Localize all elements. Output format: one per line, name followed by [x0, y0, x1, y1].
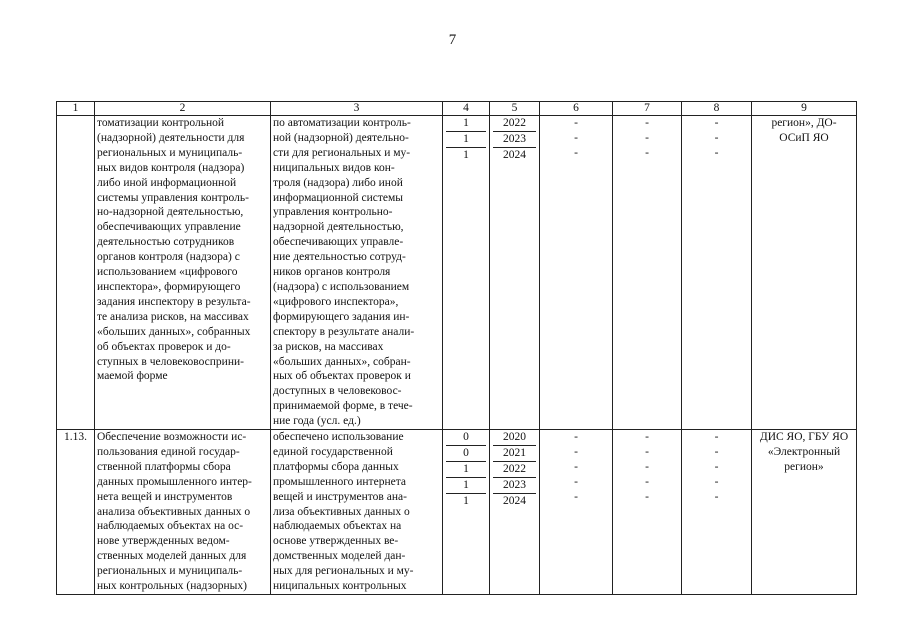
result-description-line: принимаемой форме, в тече- — [273, 400, 413, 413]
funding-cell-7-value: - — [645, 461, 649, 474]
result-description-line: (надзора) с использованием — [273, 280, 410, 293]
result-description-line: формирующего задания ин- — [273, 310, 410, 323]
event-description-line: (надзорной) деятельности для — [97, 131, 245, 144]
year-cell-value: 2024 — [503, 495, 526, 508]
target-value-cell — [443, 116, 490, 430]
funding-cell-6-value: - — [574, 476, 578, 489]
result-description-line: обеспечивающих управле- — [273, 236, 404, 249]
result-description-line: основе утвержденных ве- — [273, 535, 399, 548]
result-description-line: доступных в человековос- — [273, 385, 402, 398]
year-cell-value: 2024 — [503, 149, 526, 161]
event-description-line: обеспечивающих управление — [97, 221, 241, 234]
funding-cell-7 — [613, 116, 682, 430]
event-description-line: ственной платформы сбора — [97, 460, 231, 473]
event-description-line: либо иной информационной — [97, 176, 237, 189]
result-description-line: вещей и инструментов ана- — [273, 490, 407, 503]
event-description-line: анализа объективных данных о — [97, 505, 251, 518]
target-value-cell-value: 1 — [446, 116, 486, 132]
event-description-line: региональных и муниципаль- — [97, 565, 243, 578]
result-description-line: надзорной деятельностью, — [273, 221, 404, 234]
responsible-executor-line: ДИС ЯО, ГБУ ЯО — [759, 431, 849, 444]
result-description-line: ных для региональных и му- — [273, 565, 414, 578]
target-value-cell-value: 1 — [463, 149, 469, 161]
funding-cell-6-value: - — [574, 446, 578, 459]
result-description-line: троля (надзора) либо иной — [273, 176, 403, 189]
funding-cell-6-value: - — [574, 461, 578, 474]
event-description-line: Обеспечение возможности ис- — [97, 431, 247, 444]
result-description-line: ниципальных контрольных — [273, 580, 407, 593]
responsible-executor — [752, 116, 857, 430]
event-description — [95, 116, 271, 430]
header-cell-6: 6 — [540, 102, 613, 116]
funding-cell-6-value: - — [574, 132, 578, 144]
result-description-line: лиза объективных данных о — [273, 505, 410, 518]
row-number — [57, 430, 95, 595]
result-description-line: «цифрового инспектора», — [273, 295, 399, 308]
responsible-executor-line: «Электронный — [767, 445, 841, 458]
funding-cell-6 — [540, 116, 613, 430]
event-description-line: системы управления контроль- — [97, 191, 249, 204]
result-description-line: промышленного интернета — [273, 475, 406, 488]
event-description-line: нета вещей и инструментов — [97, 490, 233, 503]
event-description-line: пользования единой государ- — [97, 445, 240, 458]
funding-cell-7-value: - — [645, 476, 649, 489]
result-description-line: спектору в результате анали- — [273, 325, 415, 338]
page-number: 7 — [448, 32, 457, 48]
result-description-line: обеспечено использование — [273, 431, 404, 444]
event-description-line: но-надзорной деятельностью, — [97, 206, 244, 219]
event-description-line: ступных в человековосприни- — [97, 355, 244, 368]
funding-cell-8 — [682, 116, 752, 430]
event-description-line: использованием «цифрового — [97, 266, 238, 279]
target-value-cell-value: 1 — [446, 478, 486, 494]
header-row — [57, 102, 857, 116]
row-number — [57, 116, 95, 430]
event-description-line: томатизации контрольной — [97, 117, 225, 129]
header-cell-8: 8 — [682, 102, 752, 116]
year-cell-value: 2022 — [493, 462, 536, 478]
event-description-line: ных контрольных (надзорных) — [97, 580, 247, 593]
event-description-line: нове утвержденных ведом- — [97, 535, 230, 548]
year-cell-value: 2023 — [493, 478, 536, 494]
year-cell-value: 2021 — [493, 446, 536, 462]
result-description-line: сти для региональных и му- — [273, 146, 411, 159]
responsible-executor-line: регион» — [784, 460, 824, 473]
funding-cell-7 — [613, 430, 682, 595]
result-description-line: по автоматизации контроль- — [273, 117, 411, 129]
event-description-line: органов контроля (надзора) с — [97, 251, 240, 264]
event-description-line: наблюдаемых объектах на ос- — [97, 520, 244, 533]
result-description-line: ние деятельностью сотруд- — [273, 251, 406, 264]
event-description-line: ственных моделей данных для — [97, 550, 247, 563]
funding-cell-7-value: - — [645, 147, 649, 159]
row-number-text: 1.13. — [64, 431, 87, 444]
header-cell-2: 2 — [95, 102, 271, 116]
responsible-executor-line: регион», ДО- — [771, 117, 837, 129]
event-description-line: задания инспектору в результа- — [97, 295, 251, 308]
header-cell-1: 1 — [57, 102, 95, 116]
result-description-line: за рисков, на массивах — [273, 340, 384, 353]
header-cell-9: 9 — [752, 102, 857, 116]
responsible-executor — [752, 430, 857, 595]
header-cell-7: 7 — [613, 102, 682, 116]
result-description-line: единой государственной — [273, 445, 393, 458]
table-row — [57, 116, 857, 430]
header-cell-4: 4 — [443, 102, 490, 116]
funding-cell-8-value: - — [714, 431, 719, 444]
event-description-line: данных промышленного интер- — [97, 475, 252, 488]
funding-cell-7-value: - — [645, 446, 649, 459]
event-description-line: об объектах проверок и до- — [97, 340, 231, 353]
year-cell — [490, 430, 540, 595]
funding-cell-8-value: - — [714, 491, 719, 504]
event-description-line: инспектора», формирующего — [97, 280, 241, 293]
result-description-line: ной (надзорной) деятельно- — [273, 131, 409, 144]
table-row — [57, 430, 857, 595]
responsible-executor-line: ОСиП ЯО — [779, 131, 829, 144]
event-description-line: те анализа рисков, на массивах — [97, 310, 249, 323]
funding-cell-7-value: - — [645, 491, 649, 504]
funding-cell-7-value: - — [645, 431, 649, 444]
event-description-line: маемой форме — [97, 370, 168, 383]
target-value-cell-value: 1 — [446, 132, 486, 148]
target-value-cell-value: 0 — [446, 430, 486, 446]
year-cell-value: 2022 — [493, 116, 536, 132]
year-cell-value: 2020 — [493, 430, 536, 446]
result-description-line: ние года (усл. ед.) — [273, 415, 361, 428]
target-value-cell-value: 1 — [446, 462, 486, 478]
funding-cell-7-value: - — [645, 117, 649, 129]
funding-cell-6-value: - — [574, 147, 578, 159]
result-description-line: управления контрольно- — [273, 206, 393, 219]
funding-cell-6-value: - — [574, 491, 578, 504]
result-description-line: платформы сбора данных — [273, 460, 399, 473]
funding-cell-6-value: - — [574, 117, 578, 129]
event-description — [95, 430, 271, 595]
funding-cell-8-value: - — [714, 147, 719, 159]
funding-cell-8-value: - — [714, 117, 719, 129]
event-description-line: деятельностью сотрудников — [97, 236, 235, 249]
result-description-line: информационной системы — [273, 191, 404, 204]
funding-cell-6-value: - — [574, 431, 578, 444]
funding-cell-8 — [682, 430, 752, 595]
year-cell — [490, 116, 540, 430]
year-cell-value: 2023 — [493, 132, 536, 148]
funding-cell-7-value: - — [645, 132, 649, 144]
funding-cell-8-value: - — [714, 461, 719, 474]
result-description-line: наблюдаемых объектах на — [273, 520, 402, 533]
indicator-table — [56, 101, 857, 595]
funding-cell-8-value: - — [714, 132, 719, 144]
result-description-line: ников органов контроля — [273, 266, 391, 279]
event-description-line: «больших данных», собранных — [97, 325, 251, 338]
header-cell-3: 3 — [271, 102, 443, 116]
header-cell-5: 5 — [490, 102, 540, 116]
result-description-line: домственных моделей дан- — [273, 550, 406, 563]
funding-cell-6 — [540, 430, 613, 595]
result-description — [271, 116, 443, 430]
event-description-line: региональных и муниципаль- — [97, 146, 243, 159]
result-description-line: ниципальных видов кон- — [273, 161, 395, 174]
event-description-line: ных видов контроля (надзора) — [97, 161, 245, 174]
result-description-line: «больших данных», собран- — [273, 355, 411, 368]
target-value-cell-value: 0 — [446, 446, 486, 462]
result-description-line: ных об объектах проверок и — [273, 370, 411, 383]
target-value-cell-value: 1 — [463, 495, 469, 508]
funding-cell-8-value: - — [714, 476, 719, 489]
target-value-cell — [443, 430, 490, 595]
result-description — [271, 430, 443, 595]
funding-cell-8-value: - — [714, 446, 719, 459]
